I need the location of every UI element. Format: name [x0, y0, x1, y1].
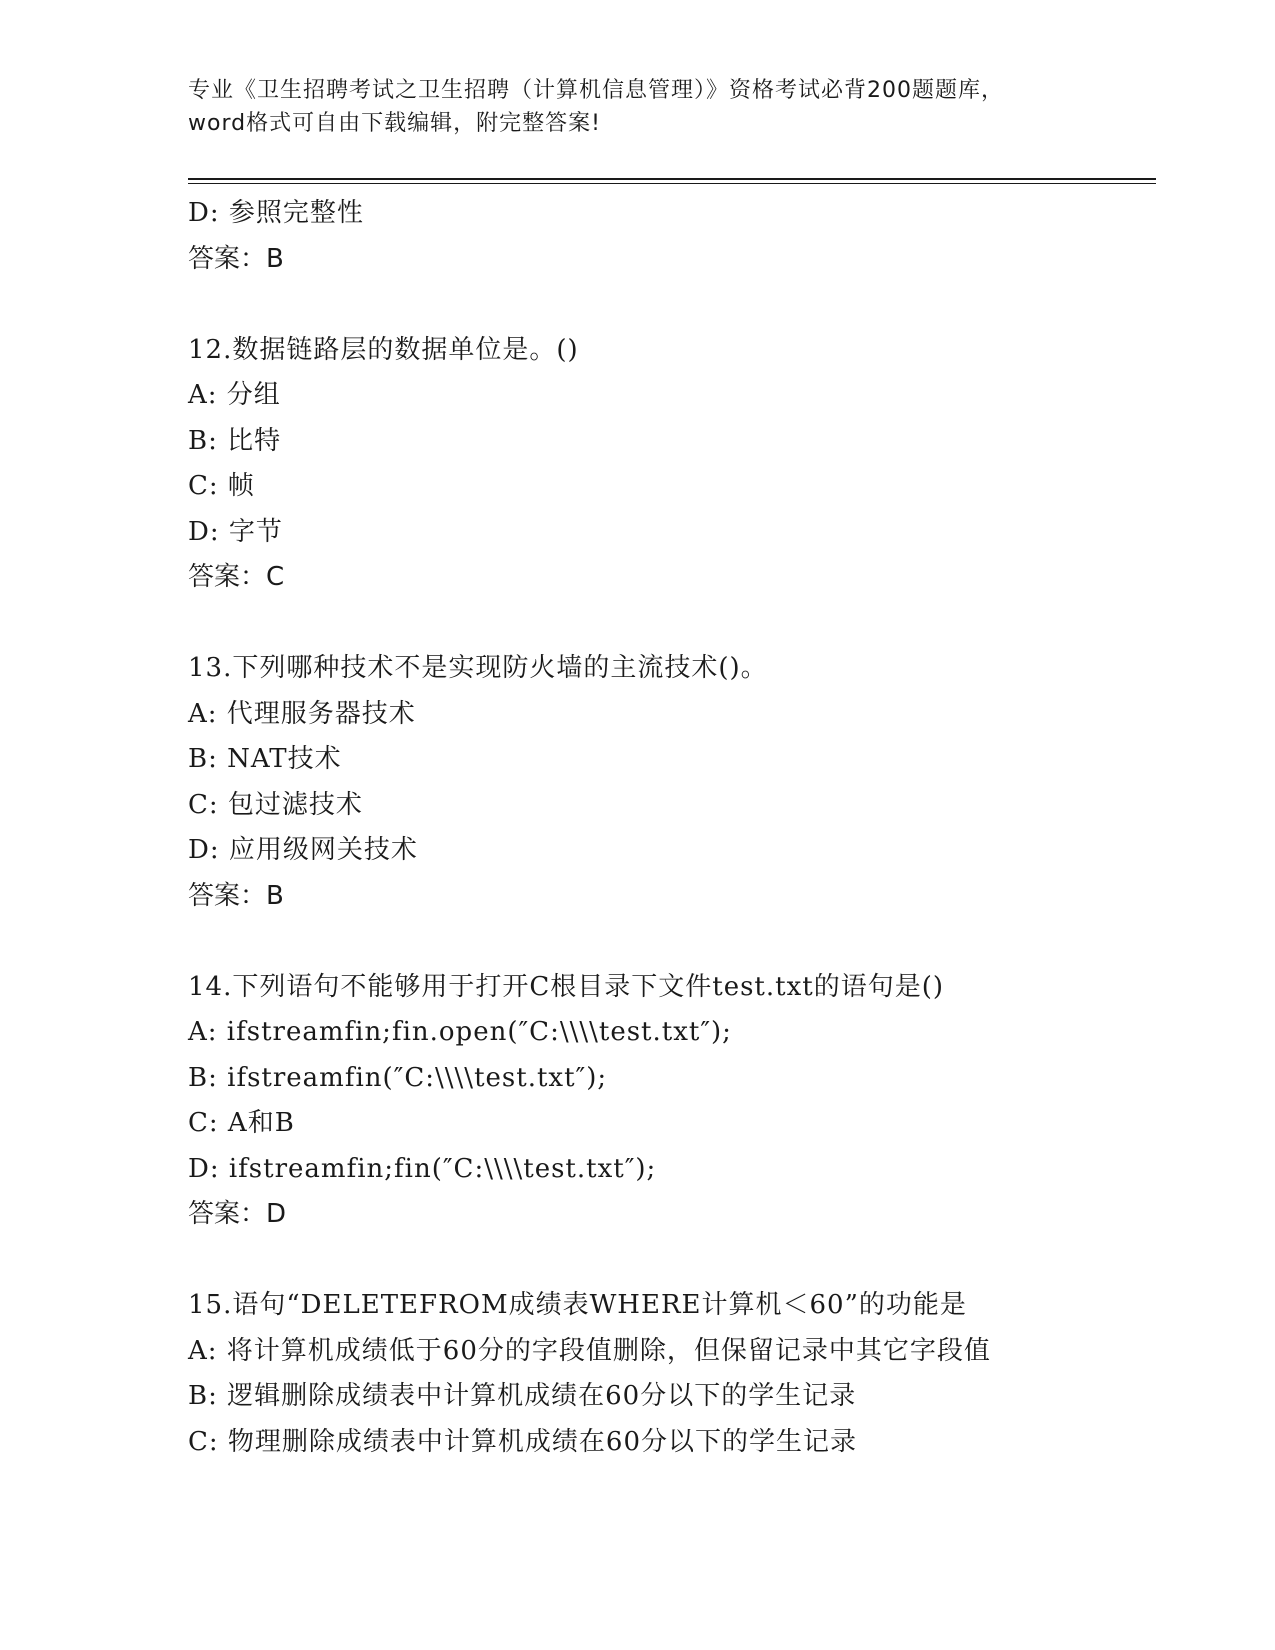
spacer [188, 601, 1148, 647]
question-15-option-b: B: 逻辑删除成绩表中计算机成绩在60分以下的学生记录 [188, 1381, 857, 1411]
question-15-stem: 15.语句“DELETEFROM成绩表WHERE计算机＜60”的功能是 [188, 1290, 967, 1320]
question-13-option-a: A: 代理服务器技术 [188, 698, 416, 729]
question-13-answer: 答案：B [188, 880, 284, 911]
answer-prev: 答案：B [188, 243, 284, 274]
question-12-option-d: D: 字节 [188, 516, 283, 547]
question-14-option-d: D: ifstreamfin;fin(″C:\\\\test.txt″); [188, 1153, 657, 1184]
option-d-prev: D: 参照完整性 [188, 198, 364, 228]
question-12-answer: 答案：C [188, 562, 285, 592]
spacer [188, 919, 1148, 965]
spacer [188, 1238, 1148, 1284]
header-line-2: word格式可自由下载编辑，附完整答案! [188, 111, 601, 136]
header-divider-thick [188, 178, 1156, 180]
question-12-option-a: A: 分组 [188, 380, 281, 410]
question-13-option-b: B: NAT技术 [188, 744, 342, 774]
question-14-option-a: A: ifstreamfin;fin.open(″C:\\\\test.txt″); [188, 1017, 732, 1047]
header-divider-thin [188, 183, 1156, 184]
question-13-stem: 13.下列哪种技术不是实现防火墙的主流技术()。 [188, 653, 768, 683]
document-body [188, 191, 1148, 1465]
question-14-stem: 14.下列语句不能够用于打开C根目录下文件test.txt的语句是() [188, 971, 944, 1002]
question-13-option-c: C: 包过滤技术 [188, 789, 363, 820]
question-12-stem: 12.数据链路层的数据单位是。() [188, 334, 579, 365]
question-13-option-d: D: 应用级网关技术 [188, 835, 418, 865]
question-14-option-b: B: ifstreamfin(″C:\\\\test.txt″); [188, 1062, 608, 1093]
header-line-1: 专业《卫生招聘考试之卫生招聘（计算机信息管理）》资格考试必背200题题库， [188, 78, 1004, 103]
question-14-option-c: C: A和B [188, 1108, 295, 1138]
document-header [188, 74, 1088, 140]
spacer [188, 282, 1148, 328]
question-12-option-c: C: 帧 [188, 471, 255, 501]
question-15-option-a: A: 将计算机成绩低于60分的字段值删除，但保留记录中其它字段值 [188, 1335, 991, 1366]
question-15-option-c: C: 物理删除成绩表中计算机成绩在60分以下的学生记录 [188, 1426, 858, 1457]
question-12-option-b: B: 比特 [188, 425, 282, 456]
question-14-answer: 答案：D [188, 1199, 287, 1229]
